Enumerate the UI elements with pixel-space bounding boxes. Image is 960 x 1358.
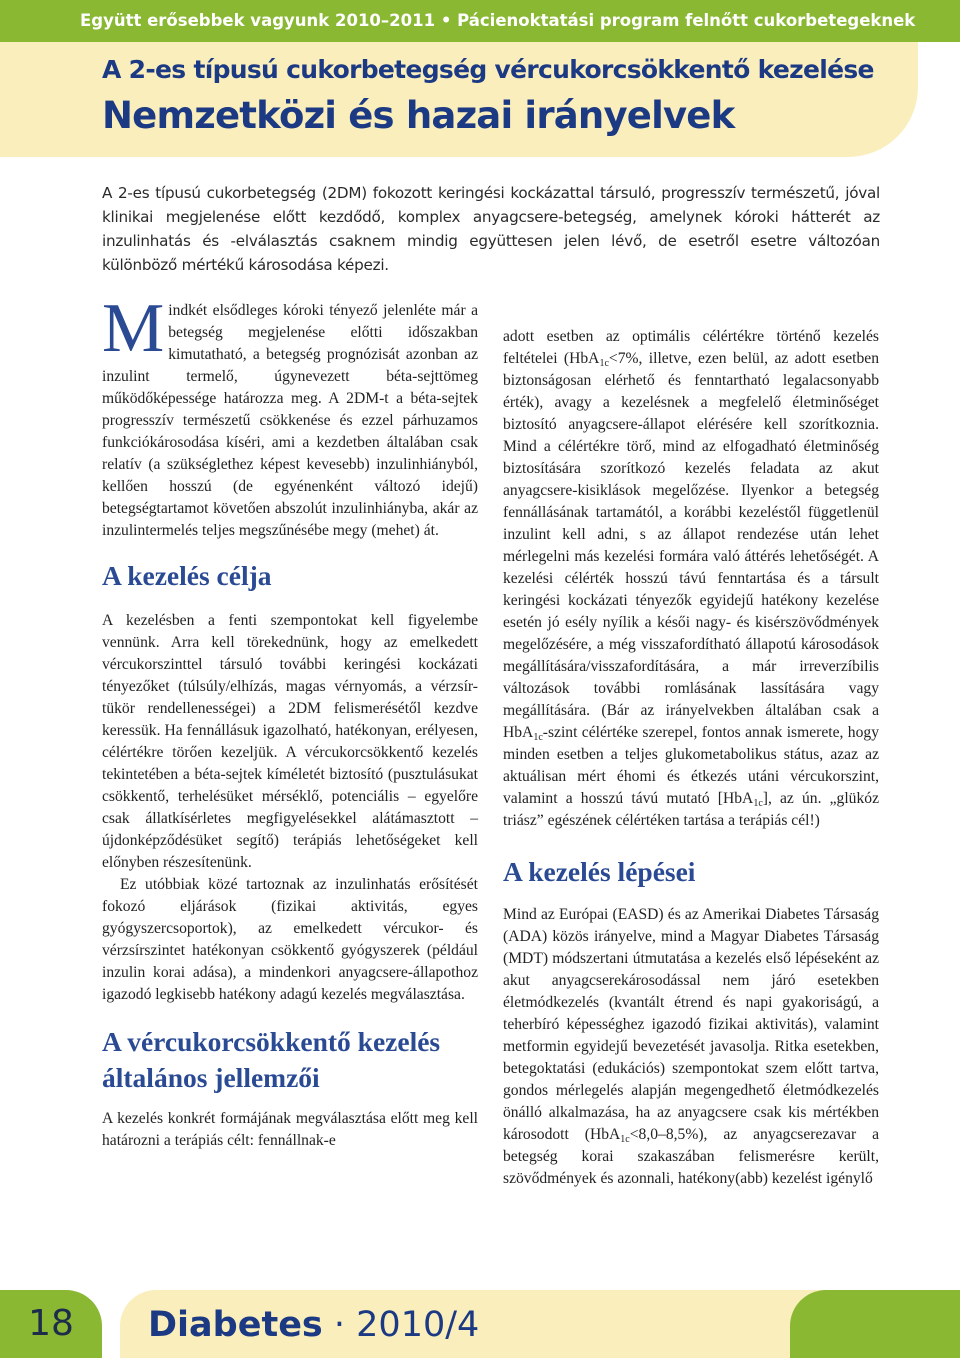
- left-column: [102, 290, 478, 1152]
- magazine-title: [148, 1300, 479, 1350]
- footer-separator: ·: [322, 1305, 357, 1345]
- steps-paragraph: [503, 904, 879, 1190]
- page-number: 18: [0, 1290, 102, 1358]
- goal-paragraph: A kezelésben a fenti szempontokat kell figyelembe vennünk. Arra kell törekednünk, hogy az emelkedett vércukorszinttel társuló további keringési kockázati tényezőket (túlsúly/elhízás, magas vérnyomás, a vérzsír-tükör rendellenességei) a 2DM felismerésétől kezdve keressük. Ha fennállásuk igazolható, hatékonyan, erélyesen, célértékre törően kezeljük. A vércukorcsökkentő kezelés tekintetében a béta-sejtek kíméletét biztosító (pusztulásukat csökkentő, terhelésüket mérséklő, potenciális – egyelőre csak állatkísérletes megfigyelésekkel alátámasztott – újdonképződésüket segítő) terápiás lehetőségeket kell előnyben részesítenünk.: [102, 612, 478, 871]
- intro-paragraph: [102, 290, 478, 542]
- program-title: Együtt erősebbek vagyunk 2010–2011 • Pácienoktatási program felnőtt cukorbetegeknek: [80, 11, 916, 30]
- subscript: 1c: [533, 732, 543, 743]
- section-title: A 2-es típusú cukorbetegség vércukorcsökkentő kezelése: [102, 55, 874, 84]
- text-run: ], az ún. „glükóz triász” egészének célértéken tartása a terápiás cél!): [503, 790, 879, 829]
- text-run: adott esetben az optimális célértékre történő kezelés feltételei (HbA: [503, 328, 879, 367]
- lead-paragraph: A 2-es típusú cukorbetegség (2DM) fokozott keringési kockázattal társuló, progresszív természetű, jóval klinikai megjelenése előtt kezdődő, komplex anyagcsere-betegség, amelynek kóroki hátterét az inzulinhatás és -elválasztás csaknem mindig együttesen jelen lévő, de esetről esetre változóan különböző mértékű károsodása képezi.: [102, 184, 880, 274]
- text-run: Mind az Európai (EASD) és az Amerikai Diabetes Társaság (ADA) közös irányelve, mind a Magyar Diabetes Társaság (MDT) módszertani útmutatása a kezelés első lépéseként az akut anyagcserekárosodással nem járó esetekben életmódkezelés (kvantált étrend és napi gyakoriságú, a teherbíró képességhez igazodó fizikai aktivitás), valamint metformin egyidejű bevezetését javasolja. Ritka esetekben, betegoktatási (edukációs) szempontokat szem előtt tartva, gondos mérlegelés alapján megengedhető életmódkezelés önálló alkalmazása, ha az anyagcsere csak kis mértékben károsodott (HbA: [503, 906, 879, 1143]
- heading-general-features: A vércukorcsökkentő kezelés általános jellemzői: [102, 1026, 441, 1093]
- subscript: 1c: [753, 798, 763, 809]
- page-title: Nemzetközi és hazai irányelvek: [102, 94, 735, 137]
- subscript: 1c: [620, 1134, 630, 1145]
- heading-treatment-goal: A kezelés célja: [102, 560, 272, 591]
- methods-paragraph: Ez utóbbiak közé tartoznak az inzulinhatás erősítését fokozó eljárások (fizikai aktivitás, egyes gyógyszercsoportok), az emelkedett vércukor- és vérzsírszintet hatékonyan csökkentő gyógyszerek (például inzulin korai adása), a mindenkori anyagcsere-állapothoz igazodó legkisebb hatékony adagú kezelés megválasztása.: [102, 876, 478, 1003]
- text-run: -szint célértéke szerepel, fontos annak ismerete, hogy minden esetben a teljes glukometabolikus státus, azaz az aktuálisan mért éhomi és étkezés utáni vércukorszint, valamint a hosszú távú mutató [HbA: [503, 724, 879, 807]
- heading-treatment-steps: A kezelés lépései: [503, 856, 696, 887]
- general-paragraph: A kezelés konkrét formájának megválasztása előtt meg kell határozni a terápiás célt: fennállnak-e: [102, 1110, 478, 1149]
- issue-number: 2010/4: [356, 1305, 480, 1345]
- text-run: <7%, illetve, ezen belül, az adott esetben biztonságosan elérhető és fenntartható legalacsonyabb érték), avagy a kezelésnek a megfelelő életminőséget biztosító anyagcsere-állapot elérésére kell szorítkoznia. Mind a célértékre törő, mind az elfogadható életminőség biztosítására szorítkozó kezelés feladata az akut anyagcsere-kisiklások megelőzése. Ilyenkor a betegség fennállásának tartamától, a korábbi kezeléstől függetlenül inzulint kell adni, s az állapot rendezése után lehet mérlegelni más kezelési formára való áttérés lehetőségét. A kezelési célérték hosszú távú fenntartása és a társult keringési kockázati tényezők egyidejű hatékony kezelése esetén jó esély nyílik a késői nagy- és kisérszövődmények megelőzésére, a még visszafordítható állapotú károsodások megállítására/visszafordítására, a már irreverzíbilis változások további romlásának lassítására vagy megállítására. (Bár az irányelvekben általában csak a HbA: [503, 350, 879, 741]
- right-column: [503, 326, 879, 1190]
- text-run: <8,0–8,5%), az anyagcserezavar a betegség korai szakaszában felismerésre került, szövődmények és azonnali, hatékony(abb) kezelést igénylő: [503, 1126, 879, 1187]
- subscript: 1c: [599, 358, 609, 369]
- magazine-name: Diabetes: [148, 1305, 323, 1345]
- target-paragraph: [503, 326, 879, 832]
- drop-cap: M: [102, 290, 165, 367]
- intro-text: indkét elsődleges kóroki tényező jelenléte már a betegség megjelenése előtti időszakban kimutatható, a betegség prognózisát azonban az inzulint termelő, úgynevezett béta-sejttömeg működőképessége határozza meg. A 2DM-t a béta-sejtek progresszív természetű csökkenése és ezzel párhuzamos funkciókárosodása kíséri, ami a kezdetben általában csak relatív (a szükséglethez képest kevesebb) inzulinhiányból, kellően hosszú (de egyénenként változó idejű) betegségtartamot követően abszolút inzulinhiányba, akár az inzulintermelés teljes megszűnésébe megy (mehet) át.: [102, 302, 478, 539]
- top-banner: [0, 0, 960, 42]
